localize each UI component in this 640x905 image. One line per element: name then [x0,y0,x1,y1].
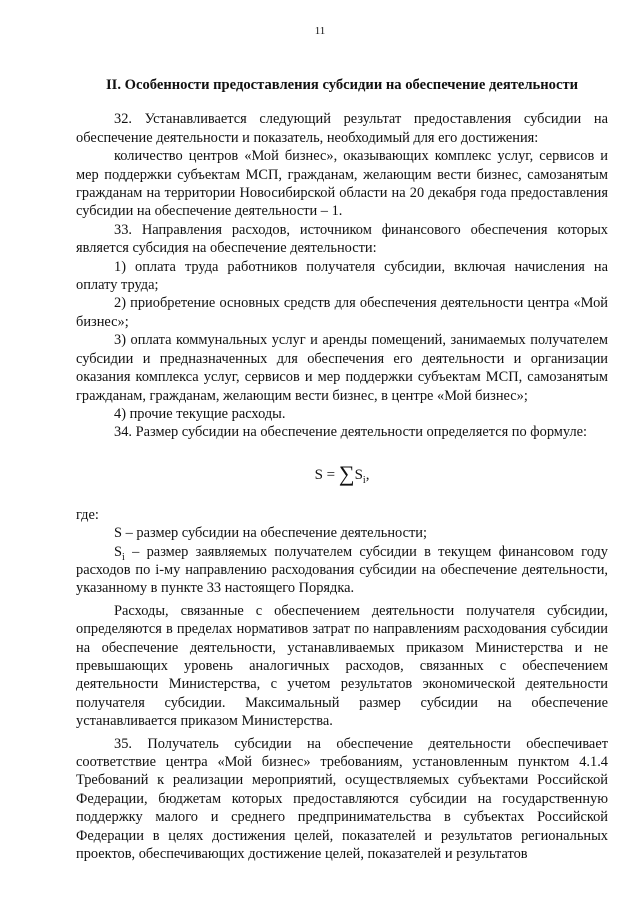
paragraph-34: 34. Размер субсидии на обеспечение деятельности определяется по формуле: [114,424,588,441]
paragraph-32: 32. Устанавливается следующий результат предоставления субсидии на обеспечение деятельности и показатель, необходимый для его достижения: [76,111,608,146]
paragraph-33-item-2: 2) приобретение основных средств для обеспечения деятельности центра «Мой бизнес»; [76,295,608,330]
paragraph-33: 33. Направления расходов, источником финансового обеспечения которых является субсидия на обеспечение деятельности: [76,221,608,257]
paragraph-33-item-4: 4) прочие текущие расходы. [114,405,286,422]
paragraph-35: 35. Получатель субсидии на обеспечение деятельности обеспечивает соответствие центра «Мой бизнес» требованиям, установленным пунктом 4.1.4 Требований к реализации мероприятий, осуществляемых субъектами Российской Федерации, бюджетам которых предоставляются субсидии на государственную поддержку малого и среднего предпринимательства в субъектах Российской Федерации в целях достижения целей, показателей и результатов региональных проектов, обеспечивающих достижение целей, показателей и результатов [76,735,608,863]
document-body [76,76,608,863]
page-number: 11 [314,25,326,37]
formula-tail: , [365,466,370,483]
paragraph-33-item-3: 3) оплата коммунальных услуг и аренды помещений, занимаемых получателем субсидии и предназначенных для обеспечения его деятельности и организации оказания комплекса услуг, сервисов и мер поддержки субъектам МСП, самозанятым гражданам, гражданам, желающим вести бизнес, в центре «Мой бизнес»; [76,332,608,404]
definition-s: S – размер субсидии на обеспечение деятельности; [114,525,427,542]
definition-si-text: – размер заявляемых получателем субсидии в текущем финансовом году расходов по i-му направлению расходования субсидии на обеспечение деятельности, указанному в пункте 33 настоящего Порядка. [76,543,608,597]
paragraph-expenses: Расходы, связанные с обеспечением деятельности получателя субсидии, определяются в пределах нормативов затрат по направлениям расходования субсидии на обеспечение деятельности, устанавливаемых приказом Министерства и не превышающих уровень аналогичных расходов, связанных с обеспечением деятельности Министерства, с учетом результатов экономической деятельности получателя субсидии. Максимальный размер субсидии на обеспечение устанавливается приказом Министерства. [76,602,608,730]
paragraph-32-indicator: количество центров «Мой бизнес», оказывающих комплекс услуг, сервисов и мер поддержки субъектам МСП, гражданам, желающим вести бизнес, самозанятым гражданам на территории Новосибирской области на 20 декабря года предоставления субсидии на обеспечение деятельности – 1. [76,148,608,220]
definition-si-symbol: S [114,543,123,560]
where-label: где: [76,506,99,523]
definition-si-subscript: i [122,551,125,563]
formula-lhs: S = [314,466,339,483]
formula-term: S [354,466,363,483]
formula-subscript: i [362,474,366,486]
subsidy-formula [76,450,608,498]
paragraph-33-item-1: 1) оплата труда работников получателя субсидии, включая начисления на оплату труда; [76,258,608,294]
definition-si [76,543,608,598]
formula-sum-symbol: ∑ [338,460,355,486]
section-heading: II. Особенности предоставления субсидии на обеспечение деятельности [105,77,579,93]
